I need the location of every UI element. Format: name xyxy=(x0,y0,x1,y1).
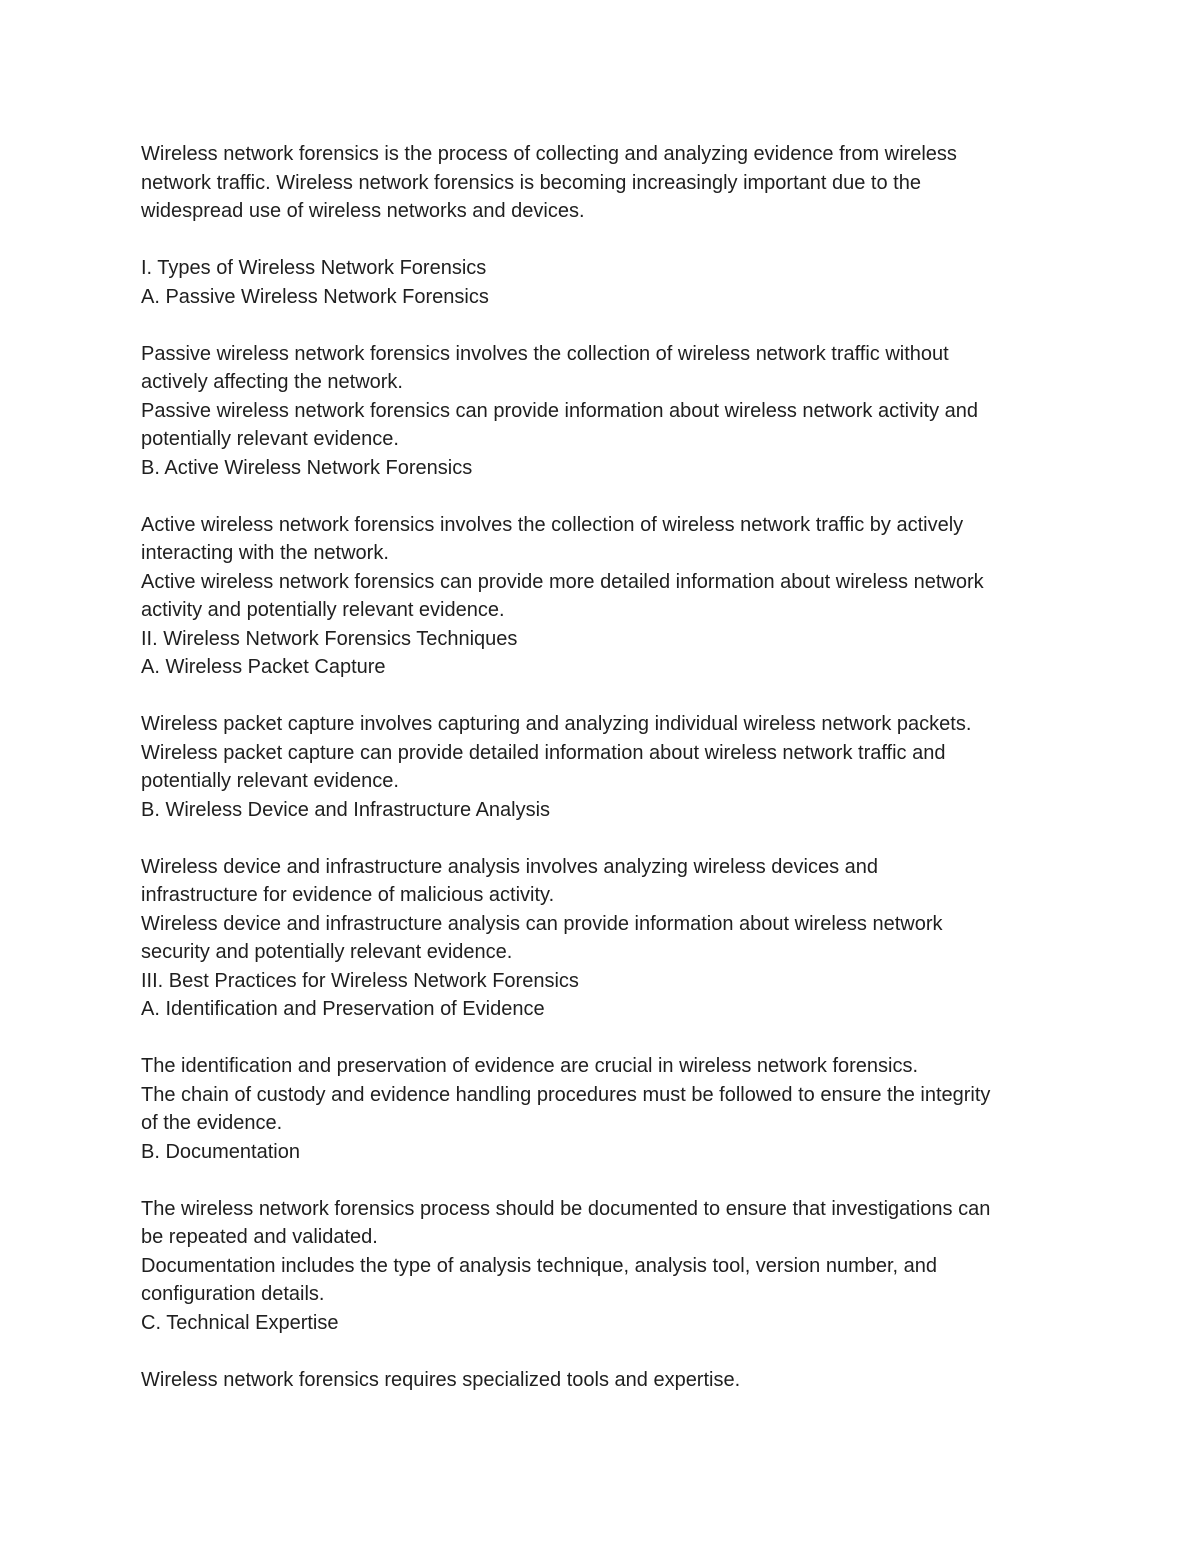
expertise-paragraph xyxy=(141,1366,1071,1395)
subheading-identification: A. Identification and Preservation of Evidence xyxy=(141,998,545,1020)
body-line: security and potentially relevant evidence. xyxy=(141,941,513,963)
body-line: actively affecting the network. xyxy=(141,371,403,393)
blank-line xyxy=(141,824,1071,853)
document-body xyxy=(141,140,1071,1394)
blank-line xyxy=(141,311,1071,340)
body-line: Passive wireless network forensics can provide information about wireless network activity and xyxy=(141,399,979,422)
body-line: The chain of custody and evidence handling procedures must be followed to ensure the integrity xyxy=(141,1083,991,1106)
active-paragraph xyxy=(141,511,1071,625)
body-line: configuration details. xyxy=(141,1283,325,1305)
intro-line: Wireless network forensics is the process of collecting and analyzing evidence from wireless xyxy=(141,143,957,165)
body-line: infrastructure for evidence of malicious activity. xyxy=(141,884,555,906)
blank-line xyxy=(141,482,1071,511)
intro-line: widespread use of wireless networks and devices. xyxy=(141,200,585,222)
subheading-device-analysis: B. Wireless Device and Infrastructure Analysis xyxy=(141,798,551,821)
blank-line xyxy=(141,682,1071,711)
subheading-technical-expertise: C. Technical Expertise xyxy=(141,1311,339,1334)
body-line: of the evidence. xyxy=(141,1112,283,1134)
blank-line xyxy=(141,226,1071,255)
device-analysis-paragraph xyxy=(141,853,1071,967)
body-line: Wireless network forensics requires specialized tools and expertise. xyxy=(141,1368,741,1391)
packet-capture-paragraph xyxy=(141,710,1071,796)
body-line: Wireless packet capture involves capturing and analyzing individual wireless network packets. xyxy=(141,713,972,735)
blank-line xyxy=(141,1166,1071,1195)
subheading-documentation: B. Documentation xyxy=(141,1140,300,1163)
blank-line xyxy=(141,1024,1071,1053)
body-line: activity and potentially relevant evidence. xyxy=(141,599,505,621)
body-line: Wireless device and infrastructure analysis can provide information about wireless network xyxy=(141,912,943,935)
body-line: Passive wireless network forensics involves the collection of wireless network traffic without xyxy=(141,342,949,365)
documentation-paragraph xyxy=(141,1195,1071,1309)
body-line: potentially relevant evidence. xyxy=(141,770,399,792)
subheading-active: B. Active Wireless Network Forensics xyxy=(141,456,473,479)
intro-line: network traffic. Wireless network forensics is becoming increasingly important due to the xyxy=(141,171,921,194)
body-line: The identification and preservation of evidence are crucial in wireless network forensics. xyxy=(141,1055,919,1077)
subheading-passive: A. Passive Wireless Network Forensics xyxy=(141,285,489,308)
subheading-packet-capture: A. Wireless Packet Capture xyxy=(141,656,386,678)
section-heading-types: I. Types of Wireless Network Forensics xyxy=(141,257,487,279)
passive-paragraph xyxy=(141,340,1071,454)
body-line: The wireless network forensics process should be documented to ensure that investigations can xyxy=(141,1197,991,1220)
blank-line xyxy=(141,1337,1071,1366)
body-line: Active wireless network forensics can provide more detailed information about wireless network xyxy=(141,570,984,593)
body-line: Documentation includes the type of analysis technique, analysis tool, version number, and xyxy=(141,1254,938,1277)
body-line: Active wireless network forensics involves the collection of wireless network traffic by actively xyxy=(141,513,964,536)
body-line: be repeated and validated. xyxy=(141,1226,378,1248)
intro-paragraph xyxy=(141,140,1071,226)
body-line: Wireless device and infrastructure analysis involves analyzing wireless devices and xyxy=(141,855,879,878)
body-line: Wireless packet capture can provide detailed information about wireless network traffic and xyxy=(141,741,946,764)
identification-paragraph xyxy=(141,1052,1071,1138)
section-heading-best-practices: III. Best Practices for Wireless Network Forensics xyxy=(141,969,579,992)
section-heading-techniques: II. Wireless Network Forensics Techniques xyxy=(141,627,518,650)
body-line: interacting with the network. xyxy=(141,542,389,564)
body-line: potentially relevant evidence. xyxy=(141,428,399,450)
